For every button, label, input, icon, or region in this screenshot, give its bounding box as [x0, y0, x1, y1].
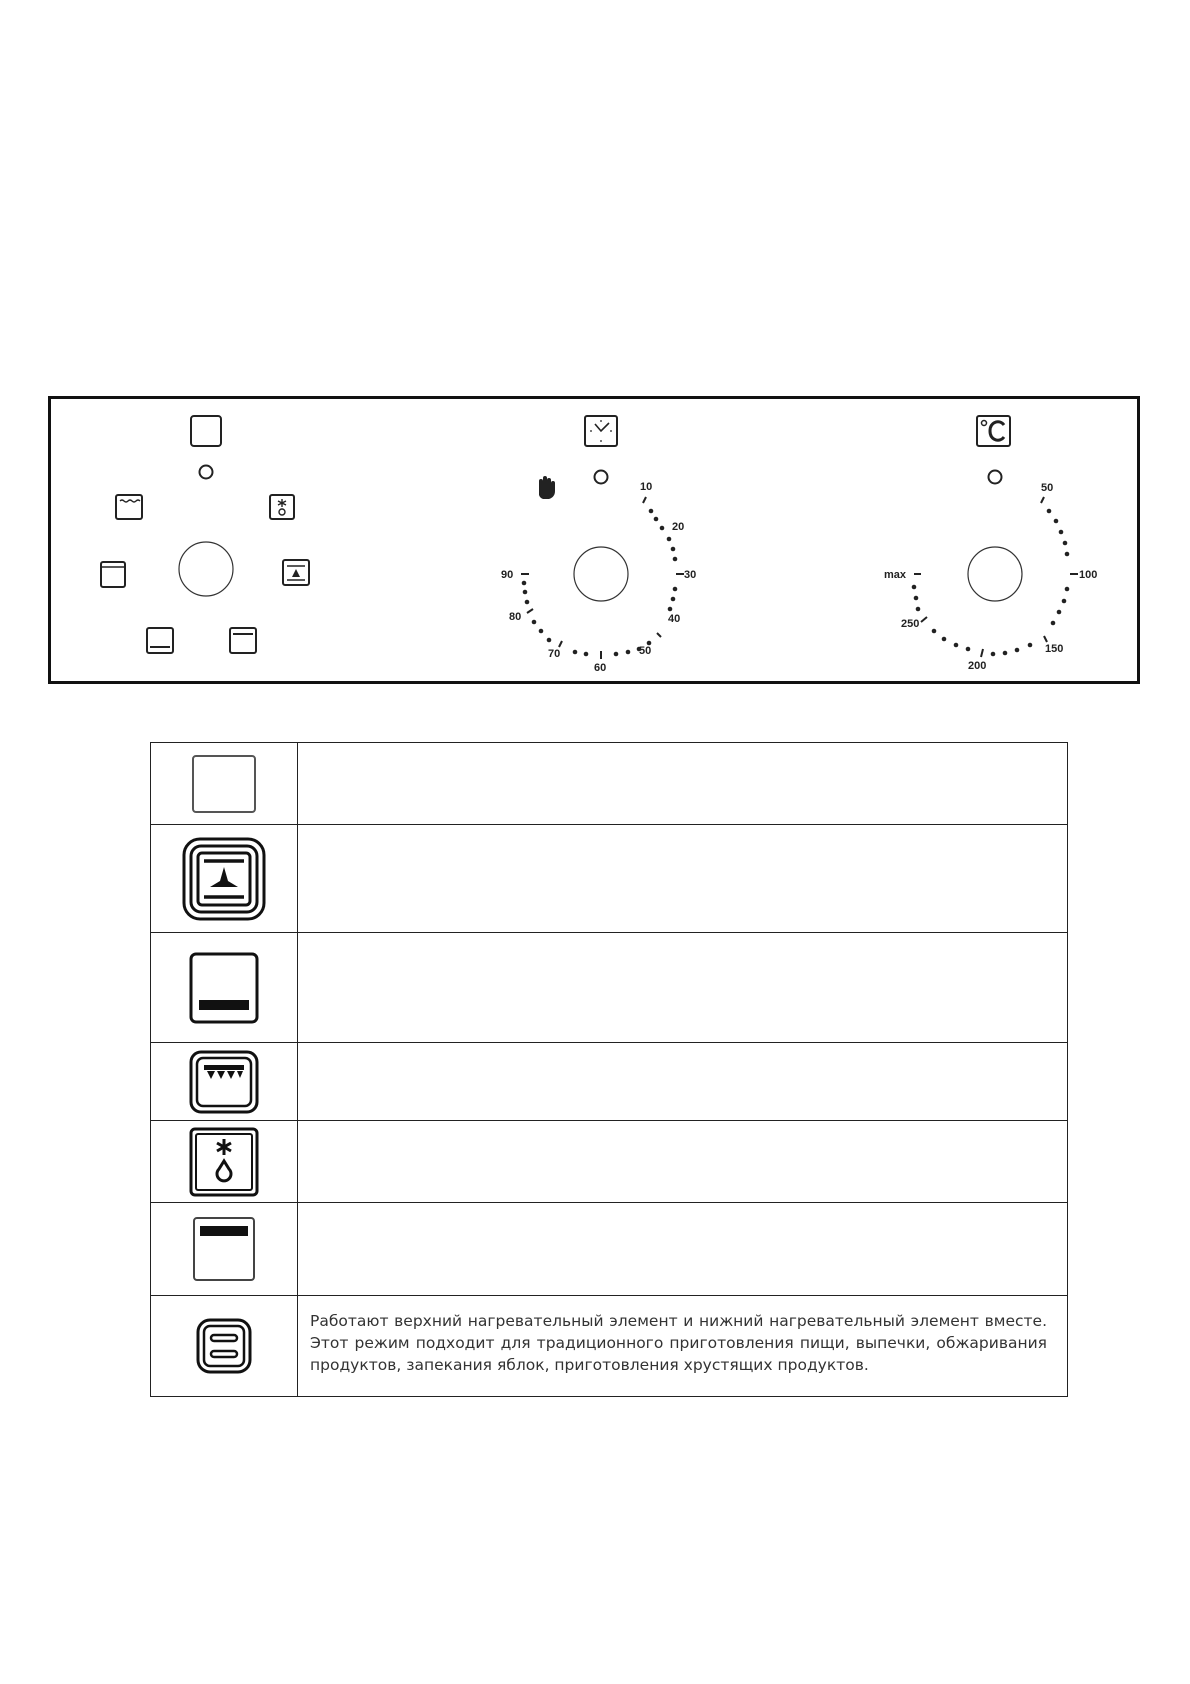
bottom-heat-icon	[147, 628, 173, 653]
top-heat-icon	[230, 628, 256, 653]
top-heat-icon	[192, 1216, 256, 1282]
timer-label-20: 20	[672, 521, 685, 533]
timer-label-10: 10	[640, 481, 653, 493]
function-knob[interactable]	[179, 542, 233, 596]
blank-square-icon	[191, 416, 221, 446]
timer-label-70: 70	[548, 648, 561, 660]
icon-cell	[151, 933, 298, 1042]
temperature-knob-group	[884, 416, 1097, 672]
table-row	[151, 743, 1067, 825]
description-cell	[298, 1121, 1067, 1202]
timer-knob-group	[501, 416, 696, 674]
celsius-icon	[977, 416, 1010, 446]
description-cell	[298, 933, 1067, 1042]
icon-cell	[151, 1043, 298, 1120]
temperature-scale-dots	[912, 509, 1070, 657]
function-knob-group	[101, 416, 309, 653]
fan-icon	[283, 560, 309, 585]
description-cell	[298, 1296, 1067, 1396]
description-cell	[298, 1203, 1067, 1295]
indicator-mark	[595, 471, 608, 484]
icon-cell	[151, 825, 298, 932]
top-grill-icon	[189, 1050, 259, 1114]
indicator-mark	[989, 471, 1002, 484]
temp-label-250: 250	[901, 618, 920, 630]
temperature-knob[interactable]	[968, 547, 1022, 601]
temp-label-100: 100	[1079, 569, 1098, 581]
description-text: Работают верхний нагревательный элемент и нижний нагревательный элемент вместе. Этот режим подходит для традиционного приготовления пищи, выпечки, обжаривания продуктов, запекания яблок, приготовления хрустящих продуктов.	[310, 1312, 1047, 1374]
hand-icon	[539, 476, 555, 499]
defrost-icon	[270, 495, 294, 519]
icon-cell	[151, 1121, 298, 1202]
fan-icon	[182, 837, 266, 921]
table-row	[151, 1043, 1067, 1121]
modes-table	[150, 742, 1068, 1397]
blank-square-icon	[191, 754, 257, 814]
temp-label-50: 50	[1041, 482, 1054, 494]
description-cell	[298, 743, 1067, 824]
icon-cell	[151, 1296, 298, 1396]
temp-label-200: 200	[968, 660, 987, 672]
description-cell	[298, 1043, 1067, 1120]
timer-knob[interactable]	[574, 547, 628, 601]
timer-label-80: 80	[509, 611, 522, 623]
table-row	[151, 1121, 1067, 1203]
top-bottom-heat-icon	[196, 1318, 252, 1374]
table-row	[151, 1203, 1067, 1296]
timer-label-50: 50	[639, 645, 652, 657]
timer-label-40: 40	[668, 613, 681, 625]
icon-cell	[151, 1203, 298, 1295]
top-grill-icon	[116, 495, 142, 519]
bottom-heat-icon	[189, 952, 259, 1024]
temp-label-150: 150	[1045, 643, 1064, 655]
clock-icon	[585, 416, 617, 446]
indicator-mark	[200, 466, 213, 479]
temp-label-max: max	[884, 569, 907, 581]
description-cell	[298, 825, 1067, 932]
table-row	[151, 825, 1067, 933]
table-row	[151, 933, 1067, 1043]
timer-label-30: 30	[684, 569, 697, 581]
control-panel	[48, 396, 1140, 684]
timer-label-60: 60	[594, 662, 607, 674]
defrost-icon	[189, 1127, 259, 1197]
icon-cell	[151, 743, 298, 824]
table-row	[151, 1296, 1067, 1396]
blank-oven-icon	[101, 562, 125, 587]
timer-label-90: 90	[501, 569, 514, 581]
